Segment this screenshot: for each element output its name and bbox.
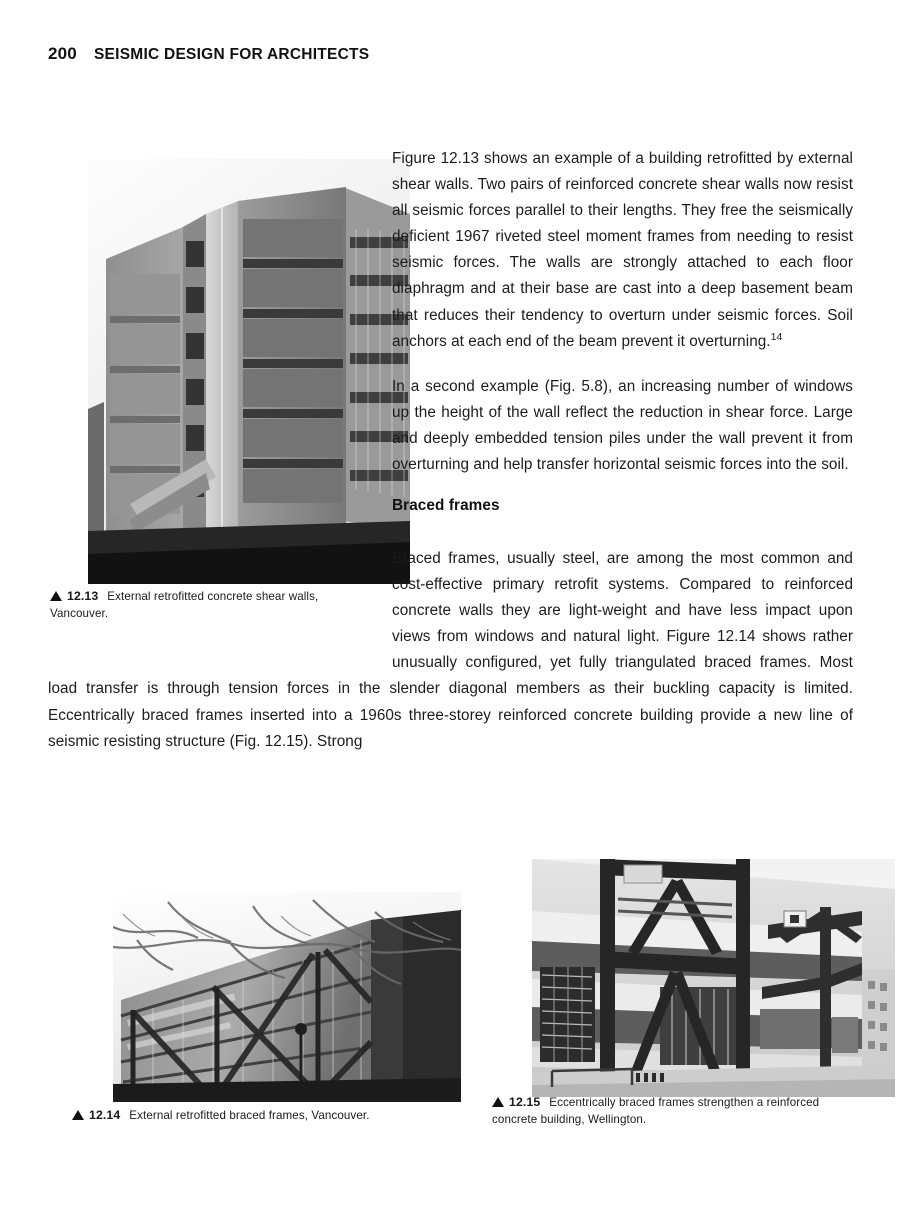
figure-caption-text: Eccentrically braced frames strengthen a reinforced concrete building, Wellington. [492, 1096, 820, 1126]
figure-caption-12-14 [72, 1107, 432, 1125]
paragraph-first [392, 146, 853, 355]
figure-caption-12-13 [50, 588, 362, 622]
footnote-reference: 14 [770, 330, 783, 343]
paragraph-third: Braced frames, usually steel, are among the most common and cost-effective primary retrofit systems. Compared to reinforced concrete walls they are light-weight and have less impact upon views from windows and natural light. Figure 12.14 shows rather unusually configured, yet fully triangulated braced frames. Most load transfer is through tension forces in the slender diagonal members as their buckling capacity is limited. Eccentrically braced frames inserted into a 1960s three-storey reinforced concrete building provide a new line of seismic resisting structure (Fig. 12.15). Strong [48, 550, 853, 750]
photo-braced-frames-vancouver [113, 892, 461, 1102]
section-heading-braced-frames: Braced frames [392, 497, 500, 515]
paragraph-second: In a second example (Fig. 5.8), an increasing number of windows up the height of the wall reflect the reduction in shear force. Large and deeply embedded tension piles under the wall prevent it from overturning and help transfer horizontal seismic forces into the soil. [392, 377, 853, 474]
triangle-marker-icon [50, 591, 62, 601]
figure-number: 12.13 [67, 589, 99, 603]
wrap-paragraph-block [48, 546, 853, 755]
triangle-marker-icon [72, 1110, 84, 1120]
running-title: SEISMIC DESIGN FOR ARCHITECTS [93, 46, 370, 63]
photo-eccentric-braced-frames-wellington [532, 859, 895, 1097]
figure-number: 12.15 [509, 1095, 541, 1109]
figure-caption-text: External retrofitted concrete shear walls, Vancouver. [50, 590, 319, 620]
figure-caption-text: External retrofitted braced frames, Vancouver. [129, 1109, 370, 1122]
figure-caption-12-15 [492, 1094, 842, 1128]
figure-image-12-15 [532, 859, 895, 1097]
figure-number: 12.14 [89, 1108, 121, 1122]
page-number: 200 [48, 44, 77, 63]
figure-image-12-14 [113, 892, 461, 1102]
figure-image-12-13 [88, 159, 410, 584]
triangle-marker-icon [492, 1097, 504, 1107]
photo-shear-walls-vancouver [88, 159, 410, 584]
body-text-column [392, 146, 853, 532]
running-head [48, 44, 369, 64]
paragraph-first-text: Figure 12.13 shows an example of a building retrofitted by external shear walls. Two pairs of reinforced concrete shear walls now resist all seismic forces parallel to their lengths. They free the seismically deficient 1967 riveted steel moment frames from needing to resist seismic forces. The walls are strongly attached to each floor diaphragm and at their base are cast into a deep basement beam that reduces their tendency to overturn under seismic forces. Soil anchors at each end of the beam prevent it overturning. [392, 150, 853, 350]
